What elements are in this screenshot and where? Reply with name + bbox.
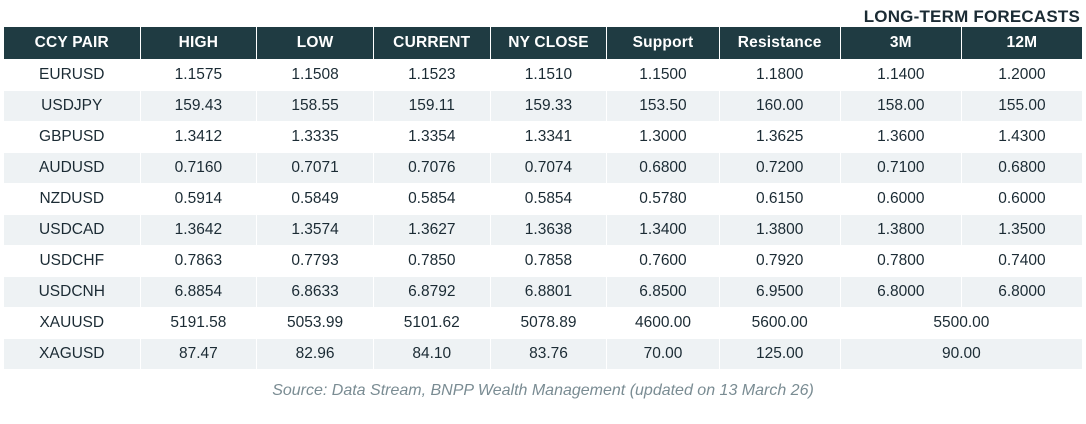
- cell-high: 1.3412: [140, 122, 257, 153]
- cell-ny-close: 6.8801: [490, 277, 607, 308]
- cell-current: 6.8792: [373, 277, 490, 308]
- column-header-12m: 12M: [961, 27, 1082, 60]
- column-header-ccy-pair: CCY PAIR: [4, 27, 141, 60]
- cell-low: 158.55: [257, 91, 374, 122]
- cell-3m: 0.7100: [840, 153, 961, 184]
- cell-ccy-pair: USDJPY: [4, 91, 141, 122]
- table-body: [4, 60, 1083, 370]
- cell-resistance: 1.3625: [719, 122, 840, 153]
- cell-support: 1.3400: [607, 215, 719, 246]
- cell-12m: 1.4300: [961, 122, 1082, 153]
- table-row: [4, 246, 1083, 277]
- cell-resistance: 0.7200: [719, 153, 840, 184]
- cell-ccy-pair: AUDUSD: [4, 153, 141, 184]
- cell-low: 0.7793: [257, 246, 374, 277]
- cell-12m: 1.2000: [961, 60, 1082, 91]
- cell-3m: 6.8000: [840, 277, 961, 308]
- cell-resistance: 6.9500: [719, 277, 840, 308]
- banner-title: LONG-TERM FORECASTS: [863, 7, 1080, 26]
- cell-3m: 158.00: [840, 91, 961, 122]
- column-header-current: CURRENT: [373, 27, 490, 60]
- cell-ccy-pair: XAUUSD: [4, 308, 141, 339]
- column-header-ny-close: NY CLOSE: [490, 27, 607, 60]
- cell-resistance: 125.00: [719, 339, 840, 370]
- cell-12m: 0.6000: [961, 184, 1082, 215]
- table-header-row: [4, 27, 1083, 60]
- cell-resistance: 160.00: [719, 91, 840, 122]
- cell-ccy-pair: NZDUSD: [4, 184, 141, 215]
- cell-ccy-pair: XAGUSD: [4, 339, 141, 370]
- cell-low: 1.3335: [257, 122, 374, 153]
- cell-support: 1.3000: [607, 122, 719, 153]
- cell-support: 153.50: [607, 91, 719, 122]
- cell-high: 6.8854: [140, 277, 257, 308]
- cell-low: 5053.99: [257, 308, 374, 339]
- fx-rates-table: [3, 26, 1083, 370]
- table-row: [4, 308, 1083, 339]
- table-row: [4, 339, 1083, 370]
- cell-current: 1.3354: [373, 122, 490, 153]
- table-row: [4, 122, 1083, 153]
- column-header-low: LOW: [257, 27, 374, 60]
- cell-ny-close: 159.33: [490, 91, 607, 122]
- cell-12m: 1.3500: [961, 215, 1082, 246]
- cell-ccy-pair: EURUSD: [4, 60, 141, 91]
- cell-forecast-combined: 5500.00: [840, 308, 1082, 339]
- cell-resistance: 0.7920: [719, 246, 840, 277]
- cell-ccy-pair: USDCAD: [4, 215, 141, 246]
- cell-high: 1.3642: [140, 215, 257, 246]
- cell-low: 1.3574: [257, 215, 374, 246]
- cell-current: 1.1523: [373, 60, 490, 91]
- table-header: [4, 27, 1083, 60]
- cell-ny-close: 0.5854: [490, 184, 607, 215]
- cell-current: 84.10: [373, 339, 490, 370]
- cell-ny-close: 83.76: [490, 339, 607, 370]
- column-header-high: HIGH: [140, 27, 257, 60]
- banner: [0, 0, 1086, 26]
- cell-low: 6.8633: [257, 277, 374, 308]
- cell-resistance: 0.6150: [719, 184, 840, 215]
- cell-ccy-pair: GBPUSD: [4, 122, 141, 153]
- cell-resistance: 1.3800: [719, 215, 840, 246]
- cell-support: 0.5780: [607, 184, 719, 215]
- cell-ny-close: 0.7858: [490, 246, 607, 277]
- cell-ccy-pair: USDCNH: [4, 277, 141, 308]
- table-row: [4, 153, 1083, 184]
- cell-low: 0.7071: [257, 153, 374, 184]
- column-header-support: Support: [607, 27, 719, 60]
- cell-12m: 0.6800: [961, 153, 1082, 184]
- column-header-resistance: Resistance: [719, 27, 840, 60]
- cell-3m: 1.3600: [840, 122, 961, 153]
- cell-resistance: 1.1800: [719, 60, 840, 91]
- cell-12m: 155.00: [961, 91, 1082, 122]
- cell-low: 82.96: [257, 339, 374, 370]
- cell-high: 159.43: [140, 91, 257, 122]
- cell-support: 70.00: [607, 339, 719, 370]
- table-row: [4, 91, 1083, 122]
- table-row: [4, 184, 1083, 215]
- cell-ny-close: 1.3638: [490, 215, 607, 246]
- cell-support: 1.1500: [607, 60, 719, 91]
- cell-high: 0.7863: [140, 246, 257, 277]
- cell-low: 1.1508: [257, 60, 374, 91]
- cell-resistance: 5600.00: [719, 308, 840, 339]
- cell-current: 0.7850: [373, 246, 490, 277]
- table-row: [4, 215, 1083, 246]
- cell-3m: 0.7800: [840, 246, 961, 277]
- cell-high: 87.47: [140, 339, 257, 370]
- cell-3m: 1.3800: [840, 215, 961, 246]
- cell-support: 0.6800: [607, 153, 719, 184]
- cell-high: 1.1575: [140, 60, 257, 91]
- cell-high: 5191.58: [140, 308, 257, 339]
- cell-current: 159.11: [373, 91, 490, 122]
- cell-12m: 6.8000: [961, 277, 1082, 308]
- cell-high: 0.5914: [140, 184, 257, 215]
- column-header-3m: 3M: [840, 27, 961, 60]
- cell-current: 5101.62: [373, 308, 490, 339]
- cell-3m: 0.6000: [840, 184, 961, 215]
- cell-support: 0.7600: [607, 246, 719, 277]
- cell-ccy-pair: USDCHF: [4, 246, 141, 277]
- cell-3m: 1.1400: [840, 60, 961, 91]
- cell-current: 1.3627: [373, 215, 490, 246]
- cell-12m: 0.7400: [961, 246, 1082, 277]
- cell-ny-close: 1.3341: [490, 122, 607, 153]
- cell-current: 0.7076: [373, 153, 490, 184]
- cell-support: 6.8500: [607, 277, 719, 308]
- cell-ny-close: 0.7074: [490, 153, 607, 184]
- table-row: [4, 277, 1083, 308]
- cell-forecast-combined: 90.00: [840, 339, 1082, 370]
- cell-current: 0.5854: [373, 184, 490, 215]
- cell-high: 0.7160: [140, 153, 257, 184]
- cell-low: 0.5849: [257, 184, 374, 215]
- cell-support: 4600.00: [607, 308, 719, 339]
- cell-ny-close: 1.1510: [490, 60, 607, 91]
- table-row: [4, 60, 1083, 91]
- source-note: Source: Data Stream, BNPP Wealth Management (updated on 13 March 26): [272, 382, 814, 399]
- cell-ny-close: 5078.89: [490, 308, 607, 339]
